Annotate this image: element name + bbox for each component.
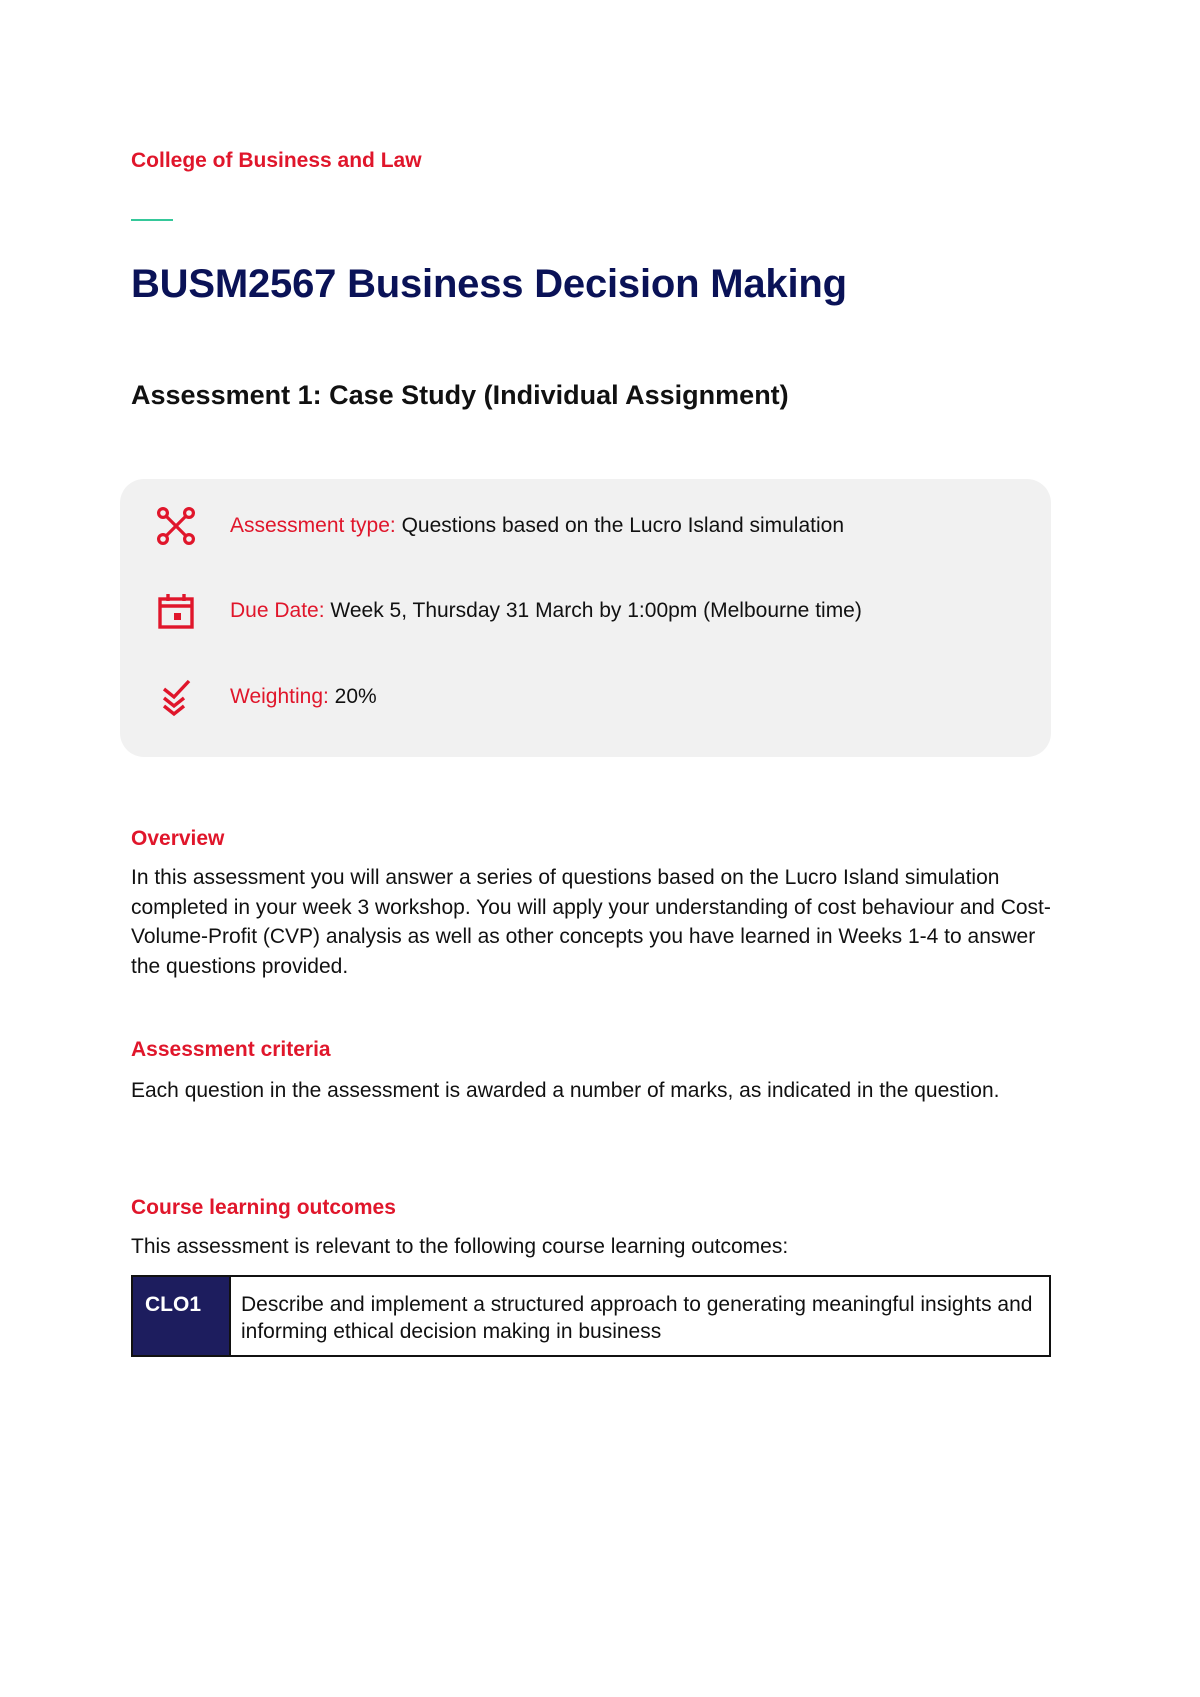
assessment-type-label: Assessment type:: [230, 514, 396, 537]
assessment-info-box: [120, 479, 1051, 757]
assessment-type-text: [230, 514, 844, 538]
assessment-title: Assessment 1: Case Study (Individual Assignment): [131, 380, 789, 410]
weighting-value: 20%: [328, 685, 377, 708]
clo-code: CLO1: [133, 1277, 231, 1355]
info-row-due-date: [154, 589, 862, 633]
criteria-body: Each question in the assessment is awarded a number of marks, as indicated in the question.: [131, 1079, 1000, 1102]
accent-rule: [131, 219, 173, 221]
network-icon: [154, 504, 198, 548]
college-name: College of Business and Law: [131, 149, 422, 172]
clo-description: Describe and implement a structured approach to generating meaningful insights and informing ethical decision making in business: [241, 1293, 1033, 1343]
outcomes-heading: Course learning outcomes: [131, 1196, 396, 1219]
due-date-text: [230, 599, 862, 623]
course-title: BUSM2567 Business Decision Making: [131, 262, 847, 306]
assessment-type-value: Questions based on the Lucro Island simulation: [395, 514, 845, 537]
info-row-assessment-type: [154, 504, 845, 548]
clo-table: [131, 1275, 1051, 1357]
info-row-weighting: [154, 675, 377, 719]
due-date-value: Week 5, Thursday 31 March by 1:00pm (Melbourne time): [324, 599, 862, 622]
weighting-label: Weighting:: [230, 685, 329, 708]
overview-heading: Overview: [131, 827, 225, 850]
outcomes-intro: This assessment is relevant to the following course learning outcomes:: [131, 1235, 789, 1258]
overview-body: In this assessment you will answer a series of questions based on the Lucro Island simulation completed in your week 3 workshop. You will apply your understanding of cost behaviour and Cost-Volume-Profit (CVP) analysis as well as other concepts you have learned in Weeks 1-4 to answer the questions provided.: [131, 866, 1051, 978]
calendar-icon: [154, 589, 198, 633]
due-date-label: Due Date:: [230, 599, 325, 622]
weighting-text: [230, 685, 377, 709]
chevrons-down-icon: [154, 675, 198, 719]
criteria-heading: Assessment criteria: [131, 1038, 331, 1061]
